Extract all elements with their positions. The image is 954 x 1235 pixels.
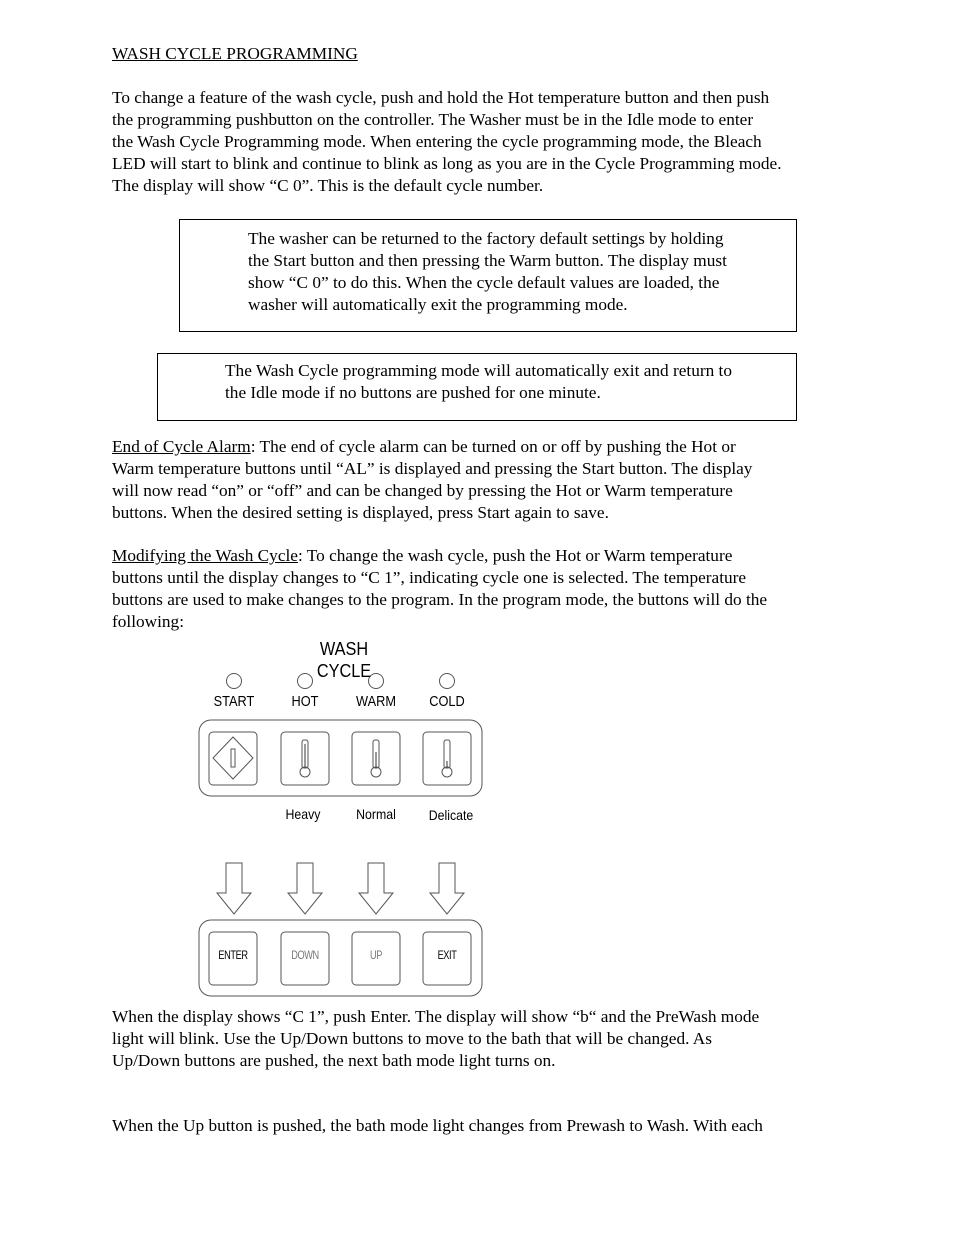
- alarm-line: will now read “on” or “off” and can be changed by pressing the Hot or Warm temperature: [112, 481, 733, 500]
- up-button-label: UP: [370, 950, 382, 962]
- after-line: When the display shows “C 1”, push Enter. The display will show “b“ and the PreWash mode: [112, 1007, 760, 1026]
- start-label: START: [213, 694, 255, 710]
- warm-thermometer-icon: [371, 740, 381, 777]
- hot-label: HOT: [291, 694, 319, 710]
- cold-thermometer-icon: [442, 740, 452, 777]
- note-line: washer will automatically exit the programming mode.: [248, 294, 628, 314]
- intro-line: LED will start to blink and continue to blink as long as you are in the Cycle Programming mode.: [112, 154, 782, 173]
- modify-line: buttons are used to make changes to the program. In the program mode, the buttons will do the: [112, 590, 768, 609]
- delicate-label: Delicate: [428, 807, 474, 823]
- alarm-line: Warm temperature buttons until “AL” is displayed and pressing the Start button. The display: [112, 459, 753, 478]
- note-line: the Start button and then pressing the Warm button. The display must: [248, 250, 727, 270]
- modify-line-rest: : To change the wash cycle, push the Hot or Warm temperature: [297, 546, 733, 565]
- intro-line: The display will show “C 0”. This is the default cycle number.: [112, 176, 544, 195]
- section-heading: WASH CYCLE PROGRAMMING: [112, 44, 358, 63]
- alarm-line: [112, 436, 736, 458]
- timeout-note-box: [157, 353, 797, 421]
- factory-default-note-box: [179, 219, 797, 332]
- modify-title: Modifying the Wash Cycle: [112, 546, 298, 565]
- exit-button-label: EXIT: [437, 950, 457, 962]
- cold-led-icon: [440, 674, 455, 689]
- start-arrow-icon: [217, 863, 251, 914]
- down-button-label: DOWN: [291, 950, 319, 962]
- enter-button-label: ENTER: [218, 950, 248, 962]
- hot-arrow-icon: [288, 863, 322, 914]
- diagram-title: WASH CYCLE: [316, 638, 372, 681]
- warm-arrow-icon: [359, 863, 393, 914]
- cold-label: COLD: [429, 694, 465, 710]
- after-line: Up/Down buttons are pushed, the next bath mode light turns on.: [112, 1051, 556, 1070]
- modify-line: following:: [112, 612, 185, 631]
- note-line: The Wash Cycle programming mode will automatically exit and return to: [225, 361, 732, 380]
- start-led-icon: [227, 674, 242, 689]
- final-line: When the Up button is pushed, the bath mode light changes from Prewash to Wash. With each: [112, 1116, 763, 1135]
- note-line: show “C 0” to do this. When the cycle default values are loaded, the: [248, 272, 720, 292]
- intro-line: the programming pushbutton on the controller. The Washer must be in the Idle mode to enter: [112, 110, 754, 129]
- alarm-line: buttons. When the desired setting is displayed, press Start again to save.: [112, 503, 609, 522]
- start-diamond-icon: [213, 737, 253, 779]
- hot-thermometer-icon: [300, 740, 310, 777]
- note-line: the Idle mode if no buttons are pushed for one minute.: [225, 382, 601, 402]
- alarm-title: End of Cycle Alarm: [112, 437, 251, 456]
- after-line: light will blink. Use the Up/Down buttons to move to the bath that will be changed. As: [112, 1029, 712, 1048]
- normal-label: Normal: [356, 806, 396, 822]
- warm-label: WARM: [356, 694, 396, 710]
- cold-arrow-icon: [430, 863, 464, 914]
- wash-cycle-diagram: [190, 636, 490, 1001]
- start-button-frame: [209, 732, 257, 785]
- note-line: The washer can be returned to the factory default settings by holding: [248, 229, 724, 248]
- modify-line: buttons until the display changes to “C 1”, indicating cycle one is selected. The temperature: [112, 568, 747, 587]
- modify-line: [112, 545, 732, 567]
- intro-line: To change a feature of the wash cycle, push and hold the Hot temperature button and then push: [112, 88, 770, 107]
- intro-line: the Wash Cycle Programming mode. When entering the cycle programming mode, the Bleach: [112, 132, 762, 151]
- heavy-label: Heavy: [285, 806, 321, 822]
- alarm-line-rest: : The end of cycle alarm can be turned on or off by pushing the Hot or: [250, 437, 736, 456]
- start-bar-icon: [231, 749, 235, 767]
